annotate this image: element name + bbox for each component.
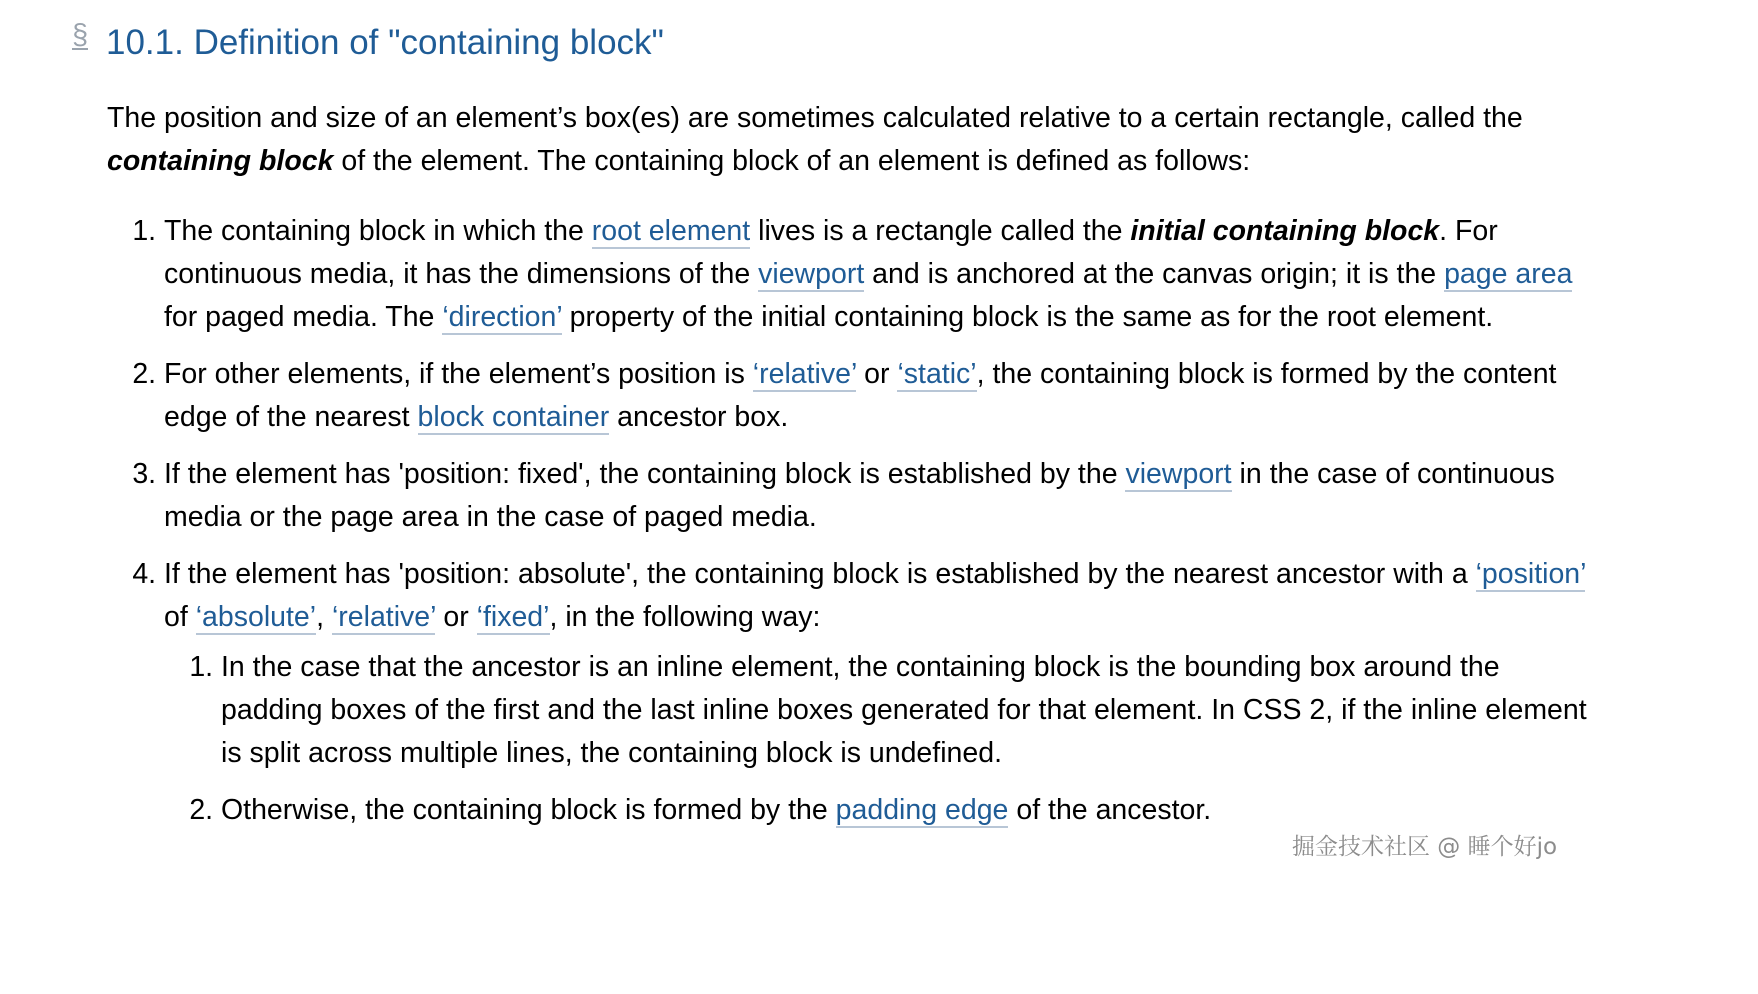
item-text: , [316,601,332,633]
link-fixed[interactable]: ‘fixed’ [476,601,550,633]
item-text: . For continuous media, it has the dimensions of the [164,215,1498,290]
list-item [164,553,1589,832]
item-text: of the ancestor. [1008,794,1212,826]
item-text: or [435,601,477,633]
nested-list-item [221,789,1589,832]
nested-list [164,646,1589,832]
intro-text: The position and size of an element’s box(es) are sometimes calculated relative to a certain rectangle, called the [107,102,1523,134]
list-item [164,210,1589,339]
link-viewport[interactable]: viewport [758,258,865,290]
link-relative[interactable]: ‘relative’ [752,358,857,390]
link-position[interactable]: ‘position’ [1475,558,1586,590]
item-text: In the case that the ancestor is an inline element, the containing block is the bounding box around the padding boxes of the first and the last inline boxes generated for that element. In CSS 2, if the inline element is split across multiple lines, the containing block is undefined. [221,651,1587,769]
link-viewport[interactable]: viewport [1125,458,1232,490]
link-root-element[interactable]: root element [591,215,751,247]
watermark: 掘金技术社区 @ 睡个好jo [1292,834,1558,860]
item-text: ancestor box. [609,401,789,433]
item-text: or [856,358,898,390]
section-title: 10.1. Definition of "containing block" [106,23,664,62]
list-item [164,453,1589,539]
item-text: If the element has 'position: absolute', the containing block is established by the nearest ancestor with a [164,558,1476,590]
link-static[interactable]: ‘static’ [897,358,977,390]
item-text: for paged media. The [164,301,443,333]
item-text: in the case of continuous media or the page area in the case of paged media. [164,458,1555,533]
item-text: property of the initial containing block is the same as for the root element. [561,301,1494,333]
item-text: For other elements, if the element’s position is [164,358,753,390]
link-block-container[interactable]: block container [417,401,610,433]
nested-list-item [221,646,1589,775]
intro-paragraph [107,97,1547,183]
term-initial-containing-block: initial containing block [1130,215,1440,247]
item-text: , the containing block is formed by the content edge of the nearest [164,358,1557,433]
link-relative[interactable]: ‘relative’ [331,601,436,633]
link-page-area[interactable]: page area [1444,258,1573,290]
item-text: , in the following way: [549,601,821,633]
link-padding-edge[interactable]: padding edge [835,794,1009,826]
section-self-link-icon[interactable]: § [72,19,89,51]
item-text: The containing block in which the [164,215,592,247]
item-text: lives is a rectangle called the [750,215,1131,247]
item-text: If the element has 'position: fixed', the containing block is established by the [164,458,1126,490]
item-text: of [164,601,196,633]
link-direction[interactable]: ‘direction’ [442,301,562,333]
intro-text: of the element. The containing block of an element is defined as follows: [333,145,1251,177]
term-containing-block: containing block [107,145,334,177]
item-text: Otherwise, the containing block is formed by the [221,794,836,826]
list-item [164,353,1589,439]
definition-list [107,210,1589,846]
item-text: and is anchored at the canvas origin; it is the [864,258,1445,290]
link-absolute[interactable]: ‘absolute’ [195,601,317,633]
